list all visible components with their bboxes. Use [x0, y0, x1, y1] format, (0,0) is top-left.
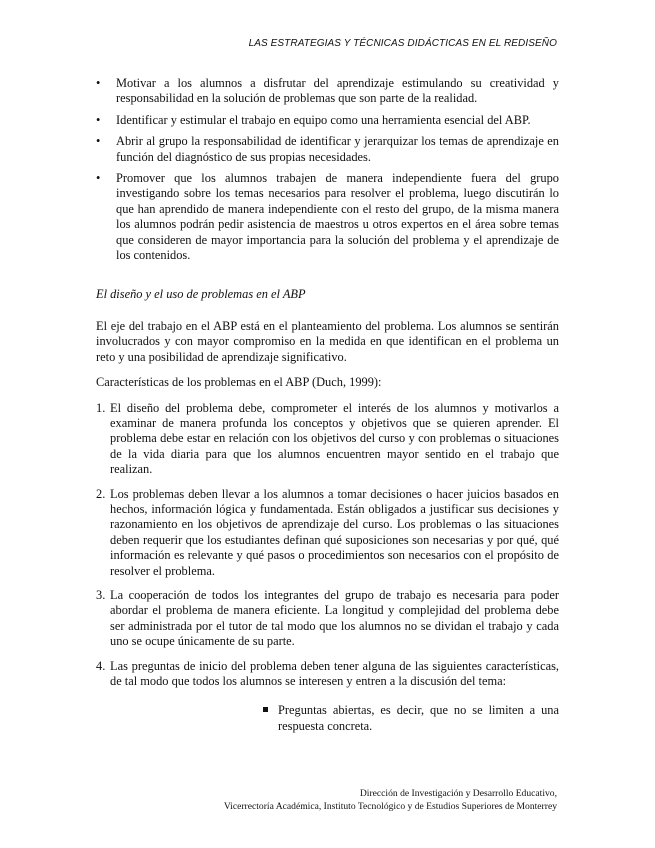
item-text: Las preguntas de inicio del problema deben tener alguna de las siguientes características, de tal modo que todos los alumnos se interesen y entren a la discusión del tema: [110, 658, 559, 688]
bullet-item [96, 171, 559, 263]
square-bullet-icon [263, 707, 268, 712]
question-types-list [260, 703, 559, 734]
bullet-text: Promover que los alumnos trabajen de manera independiente fuera del grupo investigando sobre los temas necesarios para resolver el problema, luego discutirán lo que han aprendido de manera independiente con el resto del grupo, de la misma manera los alumnos podrán pedir asistencia de maestros u otros expertos en el área sobre temas que consideren de mayor importancia para la solución del problema y el aprendizaje de los contenidos. [116, 171, 559, 263]
numbered-item [96, 401, 559, 478]
bullet-icon: • [96, 76, 101, 90]
characteristics-label: Características de los problemas en el ABP (Duch, 1999): [96, 375, 382, 390]
bullet-icon: • [96, 134, 101, 149]
bullet-text: Identificar y estimular el trabajo en equipo como una herramienta esencial del ABP. [116, 112, 531, 127]
bullet-text: Abrir al grupo la responsabilidad de identificar y jerarquizar los temas de aprendizaje en función del diagnóstico de sus propias necesidades. [116, 134, 559, 164]
item-number: 3. [96, 587, 106, 602]
page-body [96, 76, 559, 743]
sub-bullet-text: Preguntas abiertas, es decir, que no se limiten a una respuesta concreta. [278, 703, 559, 733]
running-header: LAS ESTRATEGIAS Y TÉCNICAS DIDÁCTICAS EN EL REDISEÑO [248, 38, 557, 49]
bullet-item [96, 134, 559, 165]
item-number: 2. [96, 486, 106, 501]
page-footer [224, 788, 557, 813]
numbered-item [96, 588, 559, 650]
intro-paragraph: El eje del trabajo en el ABP está en el planteamiento del problema. Los alumnos se sentirán involucrados y con mayor compromiso en la medida en que identifican en el problema un reto y una posibilidad de aprendizaje significativo. [96, 318, 559, 364]
footer-line-1: Dirección de Investigación y Desarrollo Educativo, [359, 788, 557, 799]
item-text: Los problemas deben llevar a los alumnos a tomar decisiones o hacer juicios basados en hechos, información lógica y fundamentada. Están obligados a justificar sus decisiones y razonamiento en los objetivos de aprendizaje del curso. Los problemas o las situaciones deben requerir que los estudiantes definan qué suposiciones son necesarias y por qué, qué información es relevante y qué pasos o procedimientos son necesarios con el propósito de resolver el problema. [110, 486, 559, 578]
numbered-item [96, 659, 559, 735]
bullet-text: Motivar a los alumnos a disfrutar del aprendizaje estimulando su creatividad y responsabilidad en la solución de problemas que son parte de la realidad. [116, 76, 559, 106]
sub-bullet-item [260, 703, 559, 734]
bullet-icon: • [96, 171, 101, 186]
item-text: El diseño del problema debe, comprometer el interés de los alumnos y motivarlos a examinar de manera profunda los conceptos y objetivos que se quieren aprender. El problema debe estar en relación con los objetivos del curso y con problemas o situaciones de la vida diaria para que los alumnos encuentren mayor sentido en el trabajo que realizan. [110, 400, 559, 477]
bullet-icon: • [96, 112, 101, 127]
section-title: El diseño y el uso de problemas en el ABP [96, 287, 306, 302]
item-number: 1. [96, 400, 106, 415]
objectives-bullet-list [96, 76, 559, 263]
item-number: 4. [96, 658, 106, 673]
bullet-item [96, 76, 559, 107]
item-text: La cooperación de todos los integrantes del grupo de trabajo es necesaria para poder abordar el problema de manera eficiente. La longitud y complejidad del problema debe ser administrada por el tutor de tal modo que los alumnos no se dividan el trabajo y cada uno se ocupe únicamente de su parte. [110, 587, 559, 649]
numbered-item [96, 487, 559, 579]
bullet-item [96, 113, 559, 128]
characteristics-list [96, 401, 559, 735]
footer-line-2: Vicerrectoría Académica, Instituto Tecnológico y de Estudios Superiores de Monterrey [223, 800, 557, 812]
